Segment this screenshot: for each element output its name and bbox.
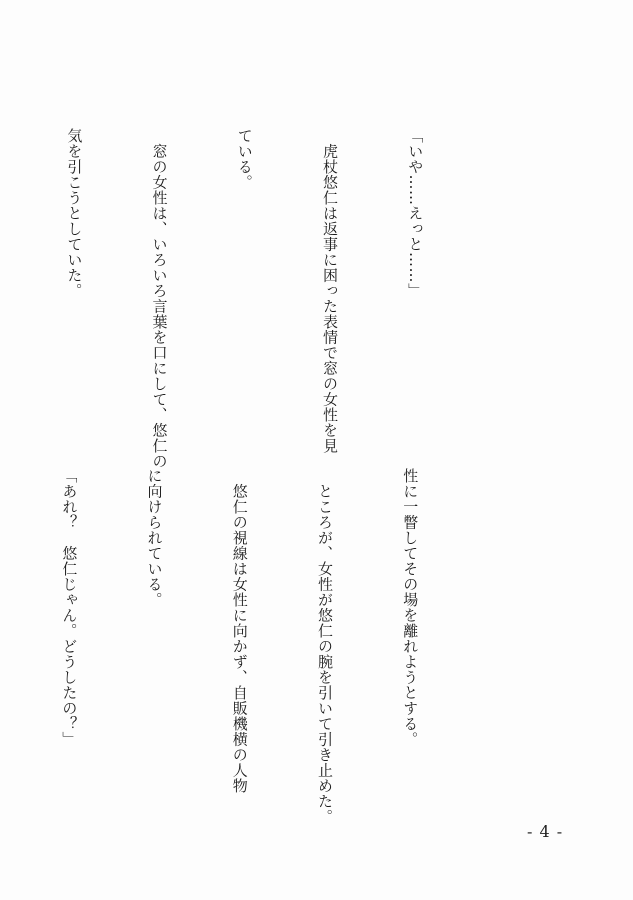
text-line [0, 128, 3, 448]
text-line: 性に一瞥してその場を離れようとする。 [401, 468, 420, 747]
text-line: 「いや……えっと……」 [406, 128, 425, 299]
text-line: 「あれ？ 悠仁じゃん。どうしたの？」 [60, 468, 79, 747]
text-line: 窓の女性は、いろいろ言葉を口にして、悠仁の [150, 128, 169, 469]
text-line: ところが、女性が悠仁の腕を引いて引き止めた。 [315, 468, 334, 825]
text-line: に向けられている。 [145, 468, 164, 608]
upper-text-block [0, 128, 486, 469]
text-line: ている。 [235, 128, 254, 190]
text-line: 悠仁の視線は女性に向かず、自販機横の人物 [230, 468, 249, 794]
page-number: - 4 - [527, 822, 564, 841]
lower-text-block [0, 468, 481, 825]
text-line: 虎杖悠仁は返事に困った表情で窓の女性を見 [320, 128, 339, 454]
text-line: 気を引こうとしていた。 [65, 128, 84, 299]
